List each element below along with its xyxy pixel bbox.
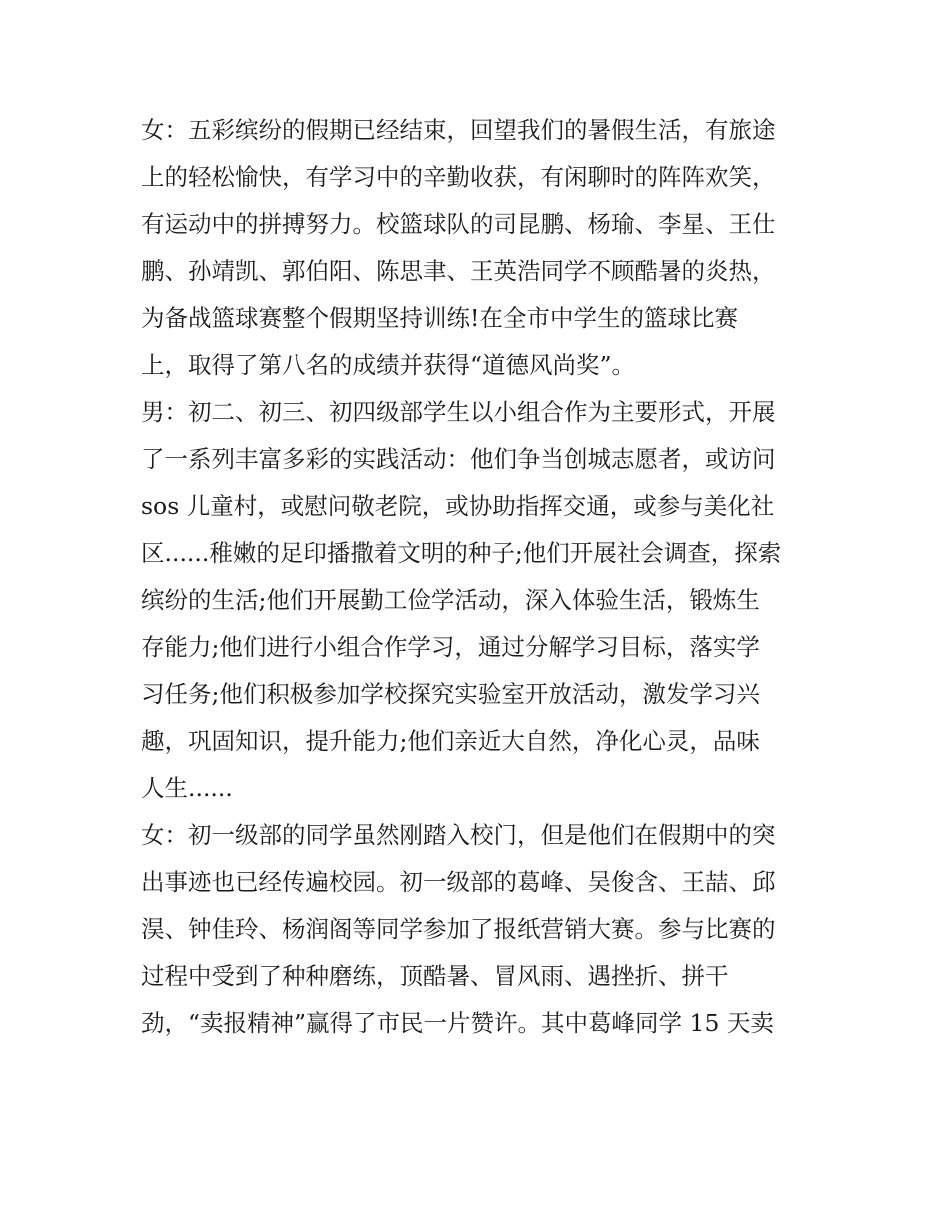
text-line: 习任务;他们积极参加学校探究实验室开放活动，激发学习兴	[141, 680, 760, 708]
text-line: 女：初一级部的同学虽然刚踏入校门，但是他们在假期中的突	[141, 821, 776, 849]
text-line: 出事迹也已经传遍校园。初一级部的葛峰、吴俊含、王喆、邱	[141, 868, 776, 896]
text-line: 区......稚嫩的足印播撒着文明的种子;他们开展社会调查，探索	[141, 539, 782, 567]
text-line: 男：初二、初三、初四级部学生以小组合作为主要形式，开展	[141, 398, 776, 426]
text-line: 鹏、孙靖凯、郭伯阳、陈思聿、王英浩同学不顾酷暑的炎热，	[141, 257, 776, 285]
text-line: 女：五彩缤纷的假期已经结束，回望我们的暑假生活，有旅途	[141, 116, 776, 144]
text-line: sos 儿童村，或慰问敬老院，或协助指挥交通，或参与美化社	[141, 492, 775, 520]
text-line: 淏、钟佳玲、杨润阁等同学参加了报纸营销大赛。参与比赛的	[141, 915, 776, 943]
text-line: 为备战篮球赛整个假期坚持训练!在全市中学生的篮球比赛	[141, 304, 738, 332]
text-line: 人生......	[141, 774, 233, 802]
text-line: 过程中受到了种种磨练，顶酷暑、冒风雨、遇挫折、拼干	[141, 962, 729, 990]
text-line: 上的轻松愉快，有学习中的辛勤收获，有闲聊时的阵阵欢笑，	[141, 163, 776, 191]
text-line: 存能力;他们进行小组合作学习，通过分解学习目标，落实学	[141, 633, 760, 661]
text-line: 了一系列丰富多彩的实践活动：他们争当创城志愿者，或访问	[141, 445, 776, 473]
text-line: 趣，巩固知识，提升能力;他们亲近大自然，净化心灵，品味	[141, 727, 760, 755]
text-line: 有运动中的拼搏努力。校篮球队的司昆鹏、杨瑜、李星、王仕	[141, 210, 776, 238]
text-line: 劲，“卖报精神”赢得了市民一片赞许。其中葛峰同学 15 天卖	[141, 1009, 774, 1037]
text-line: 上，取得了第八名的成绩并获得“道德风尚奖”。	[141, 351, 636, 379]
text-line: 缤纷的生活;他们开展勤工俭学活动，深入体验生活，锻炼生	[141, 586, 760, 614]
